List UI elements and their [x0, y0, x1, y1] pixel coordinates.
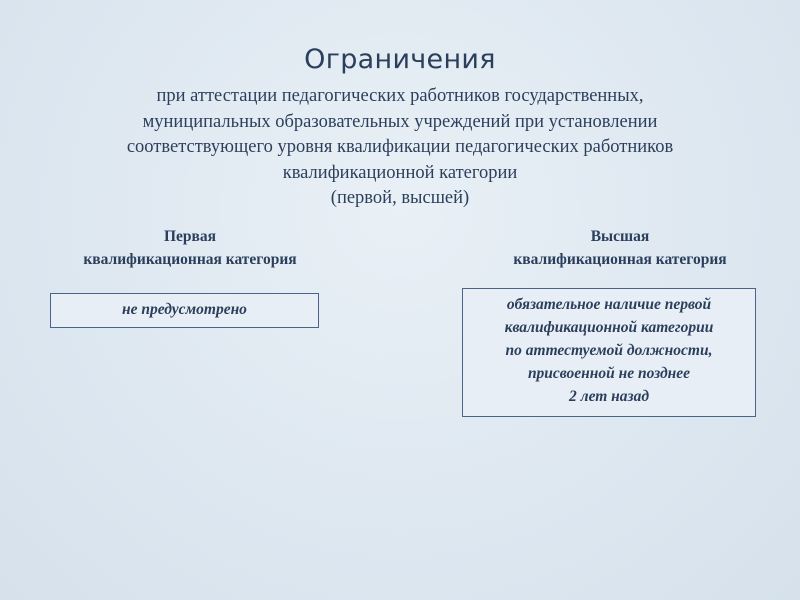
subtitle-line: квалификационной категории: [282, 162, 518, 183]
subtitle-line: муниципальных образовательных учреждений при установлении: [142, 111, 658, 132]
first-category-heading: [40, 225, 340, 271]
first-category-heading-line: квалификационная категория: [83, 251, 297, 268]
subtitle-line: при аттестации педагогических работников государственных,: [156, 86, 644, 106]
highest-category-box-line: присвоенной не позднее: [527, 365, 691, 382]
highest-category-heading-line: Высшая: [590, 228, 650, 245]
page-title: Ограничения: [304, 44, 496, 75]
highest-category-heading-line: квалификационная категория: [513, 251, 727, 268]
subtitle-line: (первой, высшей): [330, 188, 470, 208]
highest-category-heading: [470, 225, 770, 271]
subtitle-line: соответствующего уровня квалификации педагогических работников: [126, 137, 674, 157]
first-category-box: не предусмотрено: [50, 293, 319, 328]
highest-category-box-line: обязательное наличие первой: [506, 296, 712, 313]
first-category-heading-line: Первая: [163, 228, 217, 245]
highest-category-box-line: квалификационной категории: [504, 319, 714, 336]
highest-category-box-line: 2 лет назад: [568, 388, 650, 405]
highest-category-box-line: по аттестуемой должности,: [505, 342, 713, 359]
highest-category-box: [462, 288, 756, 417]
subtitle: [40, 84, 760, 212]
